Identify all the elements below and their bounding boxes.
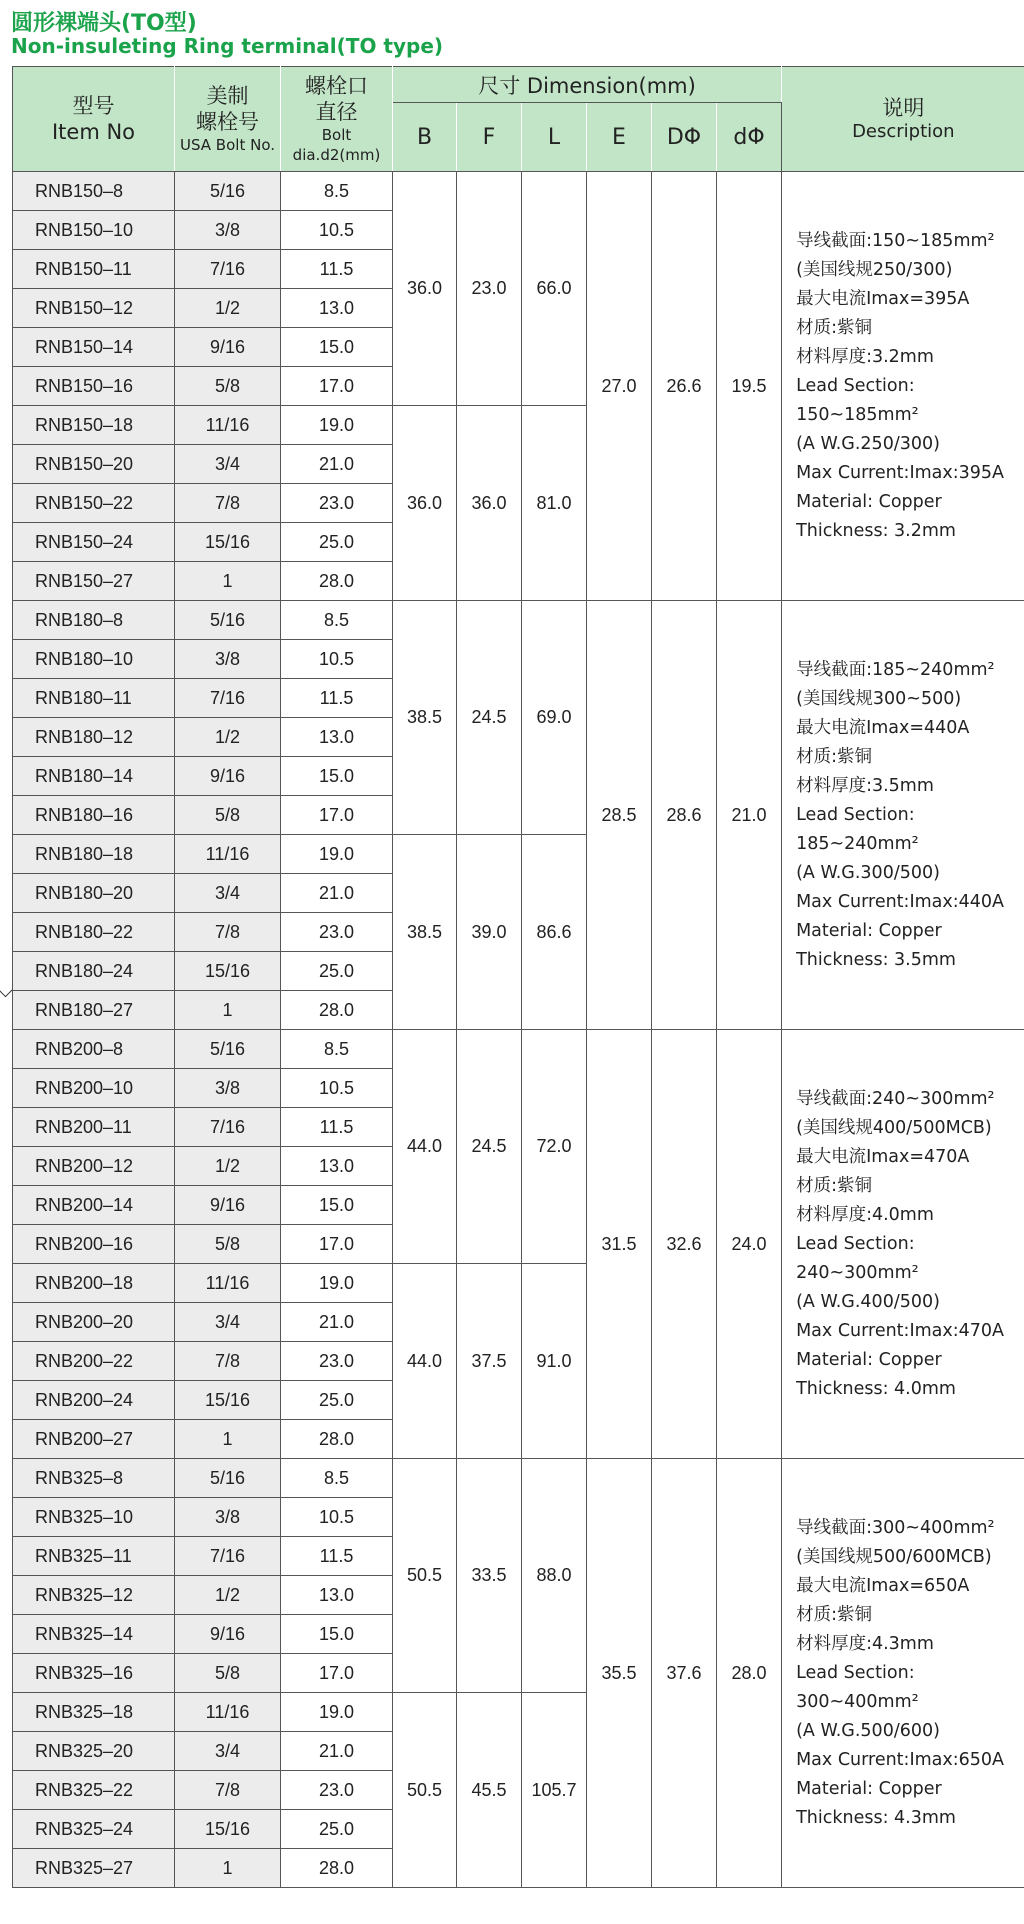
header-item-en: Item No: [51, 120, 136, 144]
bolt-dia-cell: 19.0: [281, 1264, 393, 1303]
description-line: Max Current:Imax:650A: [796, 1749, 1005, 1770]
item-no-cell: RNB150–24: [13, 523, 175, 562]
dim-d-outer-cell: 37.6: [652, 1459, 717, 1888]
header-dia-cn2: 直径: [315, 100, 358, 124]
usa-bolt-cell: 9/16: [175, 757, 281, 796]
item-no-cell: RNB325–22: [13, 1771, 175, 1810]
description-line: Material: Copper: [796, 491, 942, 512]
usa-bolt-cell: 7/8: [175, 913, 281, 952]
bolt-dia-cell: 11.5: [281, 1537, 393, 1576]
dim-e-cell: 28.5: [587, 601, 652, 1030]
item-no-cell: RNB325–18: [13, 1693, 175, 1732]
item-no-cell: RNB325–12: [13, 1576, 175, 1615]
usa-bolt-cell: 5/8: [175, 1225, 281, 1264]
page-subtitle: Non-insuleting Ring terminal(TO type): [11, 34, 444, 58]
usa-bolt-cell: 1/2: [175, 289, 281, 328]
table-row: [13, 172, 1024, 211]
header-bolt-no: [175, 67, 281, 172]
description-line: Lead Section:: [796, 375, 915, 396]
bolt-dia-cell: 19.0: [281, 835, 393, 874]
usa-bolt-cell: 9/16: [175, 1186, 281, 1225]
usa-bolt-cell: 3/8: [175, 211, 281, 250]
usa-bolt-cell: 3/4: [175, 1303, 281, 1342]
description-line: Lead Section:: [796, 1233, 915, 1254]
bolt-dia-cell: 8.5: [281, 172, 393, 211]
header-bolt-cn2: 螺栓号: [196, 110, 259, 134]
bolt-dia-cell: 23.0: [281, 484, 393, 523]
usa-bolt-cell: 15/16: [175, 952, 281, 991]
description-line: 最大电流Imax=470A: [796, 1146, 970, 1167]
description-line: 材料厚度:4.0mm: [796, 1204, 934, 1225]
description-line: Max Current:Imax:395A: [796, 462, 1005, 483]
item-no-cell: RNB180–11: [13, 679, 175, 718]
item-no-cell: RNB200–8: [13, 1030, 175, 1069]
description-line: Material: Copper: [796, 1349, 942, 1370]
item-no-cell: RNB150–12: [13, 289, 175, 328]
dim-d-inner-cell: 19.5: [717, 172, 782, 601]
bolt-dia-cell: 28.0: [281, 1849, 393, 1888]
spec-table: [12, 66, 1024, 1888]
description-cell: [782, 172, 1024, 601]
usa-bolt-cell: 11/16: [175, 1693, 281, 1732]
bolt-dia-cell: 13.0: [281, 1576, 393, 1615]
item-no-cell: RNB180–14: [13, 757, 175, 796]
table-row: [13, 1459, 1024, 1498]
item-no-cell: RNB150–20: [13, 445, 175, 484]
item-no-cell: RNB180–10: [13, 640, 175, 679]
item-no-cell: RNB150–11: [13, 250, 175, 289]
description-line: 导线截面:240~300mm²: [796, 1088, 995, 1109]
usa-bolt-cell: 7/8: [175, 1771, 281, 1810]
item-no-cell: RNB180–8: [13, 601, 175, 640]
usa-bolt-cell: 15/16: [175, 523, 281, 562]
header-f: F: [457, 103, 522, 172]
usa-bolt-cell: 7/8: [175, 1342, 281, 1381]
header-description: [782, 67, 1024, 172]
header-dia-en: Bolt dia.d2(mm): [292, 126, 381, 164]
bolt-dia-cell: 25.0: [281, 523, 393, 562]
bolt-dia-cell: 11.5: [281, 250, 393, 289]
bolt-dia-cell: 11.5: [281, 1108, 393, 1147]
dim-f-cell: 24.5: [457, 1030, 522, 1264]
description-line: (美国线规250/300): [796, 259, 953, 280]
description-cell: [782, 601, 1024, 1030]
item-no-cell: RNB200–16: [13, 1225, 175, 1264]
dim-b-cell: 44.0: [393, 1030, 457, 1264]
bolt-dia-cell: 21.0: [281, 445, 393, 484]
item-no-cell: RNB150–22: [13, 484, 175, 523]
dim-l-cell: 91.0: [522, 1264, 587, 1459]
dim-b-cell: 36.0: [393, 172, 457, 406]
header-desc-cn: 说明: [882, 96, 925, 120]
header-d-inner: dΦ: [717, 103, 782, 172]
bolt-dia-cell: 23.0: [281, 1342, 393, 1381]
item-no-cell: RNB325–10: [13, 1498, 175, 1537]
dim-f-cell: 33.5: [457, 1459, 522, 1693]
usa-bolt-cell: 7/16: [175, 679, 281, 718]
header-e: E: [587, 103, 652, 172]
header-bolt-en: USA Bolt No.: [180, 136, 275, 154]
usa-bolt-cell: 1/2: [175, 1576, 281, 1615]
bolt-dia-cell: 10.5: [281, 1498, 393, 1537]
item-no-cell: RNB200–11: [13, 1108, 175, 1147]
dim-l-cell: 88.0: [522, 1459, 587, 1693]
item-no-cell: RNB180–24: [13, 952, 175, 991]
description-line: 185~240mm²: [796, 833, 919, 854]
bolt-dia-cell: 23.0: [281, 1771, 393, 1810]
description-line: 材料厚度:4.3mm: [796, 1633, 934, 1654]
item-no-cell: RNB325–24: [13, 1810, 175, 1849]
usa-bolt-cell: 7/8: [175, 484, 281, 523]
bolt-dia-cell: 15.0: [281, 1615, 393, 1654]
header-item-cn: 型号: [72, 94, 115, 118]
item-no-cell: RNB325–20: [13, 1732, 175, 1771]
description-line: Thickness: 3.5mm: [796, 949, 956, 970]
usa-bolt-cell: 15/16: [175, 1810, 281, 1849]
item-no-cell: RNB200–12: [13, 1147, 175, 1186]
description-line: (美国线规500/600MCB): [796, 1546, 992, 1567]
header-bolt-dia: [281, 67, 393, 172]
description-line: Lead Section:: [796, 1662, 915, 1683]
usa-bolt-cell: 5/8: [175, 796, 281, 835]
description-line: 材质:紫铜: [796, 1175, 872, 1196]
description-line: Max Current:Imax:440A: [796, 891, 1005, 912]
dim-f-cell: 23.0: [457, 172, 522, 406]
description-line: (美国线规300~500): [796, 688, 962, 709]
usa-bolt-cell: 5/16: [175, 601, 281, 640]
dim-l-cell: 66.0: [522, 172, 587, 406]
item-no-cell: RNB200–22: [13, 1342, 175, 1381]
item-no-cell: RNB150–8: [13, 172, 175, 211]
header-dia-cn1: 螺栓口: [305, 74, 368, 98]
item-no-cell: RNB180–18: [13, 835, 175, 874]
description-line: 材料厚度:3.5mm: [796, 775, 934, 796]
usa-bolt-cell: 1/2: [175, 718, 281, 757]
usa-bolt-cell: 15/16: [175, 1381, 281, 1420]
table-row: [13, 1030, 1024, 1069]
description-line: (美国线规400/500MCB): [796, 1117, 992, 1138]
description-line: Thickness: 4.3mm: [796, 1807, 956, 1828]
description-line: 300~400mm²: [796, 1691, 919, 1712]
spec-table-body: [13, 172, 1024, 1888]
description-line: 最大电流Imax=440A: [796, 717, 970, 738]
item-no-cell: RNB325–8: [13, 1459, 175, 1498]
dim-b-cell: 44.0: [393, 1264, 457, 1459]
bolt-dia-cell: 21.0: [281, 1732, 393, 1771]
description-line: Max Current:Imax:470A: [796, 1320, 1005, 1341]
usa-bolt-cell: 3/4: [175, 1732, 281, 1771]
usa-bolt-cell: 1: [175, 1420, 281, 1459]
header-l: L: [522, 103, 587, 172]
usa-bolt-cell: 7/16: [175, 1108, 281, 1147]
bolt-dia-cell: 17.0: [281, 1225, 393, 1264]
description-line: 最大电流Imax=650A: [796, 1575, 970, 1596]
item-no-cell: RNB200–10: [13, 1069, 175, 1108]
item-no-cell: RNB150–10: [13, 211, 175, 250]
bolt-dia-cell: 19.0: [281, 406, 393, 445]
item-no-cell: RNB150–16: [13, 367, 175, 406]
header-desc-en: Description: [852, 121, 955, 142]
description-cell: [782, 1459, 1024, 1888]
dim-d-inner-cell: 21.0: [717, 601, 782, 1030]
item-no-cell: RNB200–18: [13, 1264, 175, 1303]
table-row: [13, 601, 1024, 640]
dim-f-cell: 39.0: [457, 835, 522, 1030]
description-line: Thickness: 3.2mm: [796, 520, 956, 541]
item-no-cell: RNB325–14: [13, 1615, 175, 1654]
page-title: 圆形裸端头(TO型): [11, 11, 197, 36]
dim-e-cell: 31.5: [587, 1030, 652, 1459]
header-b: B: [393, 103, 457, 172]
dim-f-cell: 36.0: [457, 406, 522, 601]
dim-b-cell: 50.5: [393, 1459, 457, 1693]
header-bolt-cn1: 美制: [206, 84, 249, 108]
description-line: Material: Copper: [796, 1778, 942, 1799]
bolt-dia-cell: 10.5: [281, 1069, 393, 1108]
bolt-dia-cell: 8.5: [281, 1030, 393, 1069]
item-no-cell: RNB325–16: [13, 1654, 175, 1693]
description-line: Lead Section:: [796, 804, 915, 825]
dim-d-outer-cell: 32.6: [652, 1030, 717, 1459]
bolt-dia-cell: 10.5: [281, 211, 393, 250]
bolt-dia-cell: 10.5: [281, 640, 393, 679]
dim-e-cell: 35.5: [587, 1459, 652, 1888]
bolt-dia-cell: 21.0: [281, 874, 393, 913]
usa-bolt-cell: 7/16: [175, 250, 281, 289]
description-line: 材质:紫铜: [796, 1604, 872, 1625]
description-line: (A W.G.500/600): [796, 1720, 940, 1741]
bolt-dia-cell: 13.0: [281, 289, 393, 328]
description-line: 150~185mm²: [796, 404, 919, 425]
dim-l-cell: 81.0: [522, 406, 587, 601]
item-no-cell: RNB200–20: [13, 1303, 175, 1342]
bolt-dia-cell: 17.0: [281, 796, 393, 835]
description-line: 材料厚度:3.2mm: [796, 346, 934, 367]
usa-bolt-cell: 1: [175, 991, 281, 1030]
description-line: Material: Copper: [796, 920, 942, 941]
item-no-cell: RNB150–14: [13, 328, 175, 367]
bolt-dia-cell: 25.0: [281, 1810, 393, 1849]
dim-l-cell: 105.7: [522, 1693, 587, 1888]
description-line: (A W.G.400/500): [796, 1291, 940, 1312]
dim-f-cell: 45.5: [457, 1693, 522, 1888]
usa-bolt-cell: 5/8: [175, 367, 281, 406]
usa-bolt-cell: 5/16: [175, 1459, 281, 1498]
bolt-dia-cell: 28.0: [281, 1420, 393, 1459]
bolt-dia-cell: 17.0: [281, 1654, 393, 1693]
dim-l-cell: 72.0: [522, 1030, 587, 1264]
description-line: 导线截面:300~400mm²: [796, 1517, 995, 1538]
item-no-cell: RNB150–27: [13, 562, 175, 601]
bolt-dia-cell: 23.0: [281, 913, 393, 952]
usa-bolt-cell: 7/16: [175, 1537, 281, 1576]
usa-bolt-cell: 5/16: [175, 1030, 281, 1069]
bolt-dia-cell: 25.0: [281, 952, 393, 991]
dim-d-inner-cell: 24.0: [717, 1030, 782, 1459]
usa-bolt-cell: 9/16: [175, 328, 281, 367]
dim-b-cell: 36.0: [393, 406, 457, 601]
bolt-dia-cell: 13.0: [281, 1147, 393, 1186]
header-dimension: 尺寸 Dimension(mm): [393, 67, 782, 103]
bolt-dia-cell: 8.5: [281, 1459, 393, 1498]
usa-bolt-cell: 3/8: [175, 640, 281, 679]
usa-bolt-cell: 5/16: [175, 172, 281, 211]
item-no-cell: RNB200–14: [13, 1186, 175, 1225]
item-no-cell: RNB325–11: [13, 1537, 175, 1576]
dim-b-cell: 50.5: [393, 1693, 457, 1888]
usa-bolt-cell: 1: [175, 562, 281, 601]
bolt-dia-cell: 28.0: [281, 562, 393, 601]
dim-d-inner-cell: 28.0: [717, 1459, 782, 1888]
usa-bolt-cell: 11/16: [175, 406, 281, 445]
description-line: 最大电流Imax=395A: [796, 288, 970, 309]
bolt-dia-cell: 11.5: [281, 679, 393, 718]
usa-bolt-cell: 1: [175, 1849, 281, 1888]
dim-f-cell: 24.5: [457, 601, 522, 835]
bolt-dia-cell: 17.0: [281, 367, 393, 406]
description-line: (A W.G.300/500): [796, 862, 940, 883]
usa-bolt-cell: 3/8: [175, 1498, 281, 1537]
item-no-cell: RNB180–12: [13, 718, 175, 757]
description-cell: [782, 1030, 1024, 1459]
usa-bolt-cell: 3/4: [175, 874, 281, 913]
description-line: 材质:紫铜: [796, 317, 872, 338]
dim-f-cell: 37.5: [457, 1264, 522, 1459]
item-no-cell: RNB180–20: [13, 874, 175, 913]
bolt-dia-cell: 21.0: [281, 1303, 393, 1342]
description-line: 导线截面:185~240mm²: [796, 659, 995, 680]
item-no-cell: RNB150–18: [13, 406, 175, 445]
dim-l-cell: 69.0: [522, 601, 587, 835]
item-no-cell: RNB325–27: [13, 1849, 175, 1888]
dim-b-cell: 38.5: [393, 835, 457, 1030]
usa-bolt-cell: 11/16: [175, 835, 281, 874]
description-line: Thickness: 4.0mm: [796, 1378, 956, 1399]
usa-bolt-cell: 9/16: [175, 1615, 281, 1654]
bolt-dia-cell: 8.5: [281, 601, 393, 640]
bolt-dia-cell: 15.0: [281, 1186, 393, 1225]
item-no-cell: RNB180–27: [13, 991, 175, 1030]
usa-bolt-cell: 5/8: [175, 1654, 281, 1693]
dim-d-outer-cell: 26.6: [652, 172, 717, 601]
dim-b-cell: 38.5: [393, 601, 457, 835]
dim-l-cell: 86.6: [522, 835, 587, 1030]
item-no-cell: RNB200–24: [13, 1381, 175, 1420]
header-d-outer: DΦ: [652, 103, 717, 172]
bolt-dia-cell: 15.0: [281, 328, 393, 367]
item-no-cell: RNB200–27: [13, 1420, 175, 1459]
usa-bolt-cell: 11/16: [175, 1264, 281, 1303]
description-line: (A W.G.250/300): [796, 433, 940, 454]
description-line: 材质:紫铜: [796, 746, 872, 767]
item-no-cell: RNB180–16: [13, 796, 175, 835]
bolt-dia-cell: 25.0: [281, 1381, 393, 1420]
usa-bolt-cell: 1/2: [175, 1147, 281, 1186]
bolt-dia-cell: 19.0: [281, 1693, 393, 1732]
usa-bolt-cell: 3/4: [175, 445, 281, 484]
bolt-dia-cell: 15.0: [281, 757, 393, 796]
dim-d-outer-cell: 28.6: [652, 601, 717, 1030]
item-no-cell: RNB180–22: [13, 913, 175, 952]
dim-e-cell: 27.0: [587, 172, 652, 601]
description-line: 导线截面:150~185mm²: [796, 230, 995, 251]
bolt-dia-cell: 13.0: [281, 718, 393, 757]
usa-bolt-cell: 3/8: [175, 1069, 281, 1108]
header-item-no: [13, 67, 175, 172]
bolt-dia-cell: 28.0: [281, 991, 393, 1030]
description-line: 240~300mm²: [796, 1262, 919, 1283]
